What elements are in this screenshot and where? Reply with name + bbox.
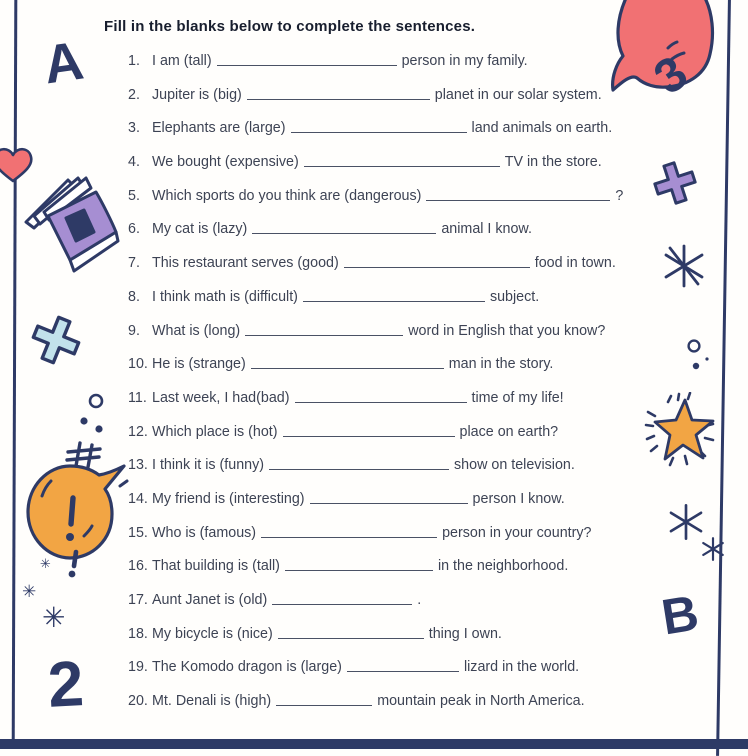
sentence-row <box>128 112 668 146</box>
item-post-text: time of my life! <box>471 389 564 406</box>
page-border-right <box>716 0 731 756</box>
sentence-row <box>128 348 668 382</box>
item-pre-text: My bicycle is (nice) <box>152 625 273 642</box>
item-post-text: show on television. <box>454 457 575 474</box>
item-post-text: mountain peak in North America. <box>377 693 585 710</box>
item-pre-text: Which place is (hot) <box>152 423 278 440</box>
item-number: 1. <box>128 53 140 69</box>
asterisk-doodle: ✳ <box>22 582 37 601</box>
sentence-row <box>128 382 668 416</box>
item-pre-text: Aunt Janet is (old) <box>152 592 268 608</box>
item-pre-text: That building is (tall) <box>152 558 280 575</box>
answer-blank <box>245 323 403 336</box>
answer-blank <box>276 693 372 706</box>
item-post-text: TV in the store. <box>504 154 602 171</box>
answer-blank <box>261 525 437 538</box>
item-number: 13. <box>128 457 148 474</box>
sentence-row <box>128 517 668 551</box>
item-post-text: subject. <box>489 288 540 305</box>
number-2-doodle: 2 <box>46 647 86 721</box>
item-post-text: person I know. <box>472 490 565 507</box>
book-icon <box>22 170 124 292</box>
sentence-row <box>128 247 668 281</box>
sentence-row <box>128 45 668 79</box>
item-number: 8. <box>128 288 140 305</box>
item-pre-text: This restaurant serves (good) <box>152 255 339 272</box>
item-number: 6. <box>128 221 140 238</box>
item-pre-text: He is (strange) <box>152 356 246 373</box>
item-pre-text: Last week, I had(bad) <box>152 389 290 406</box>
item-post-text: in the neighborhood. <box>437 558 569 575</box>
worksheet-title: Fill in the blanks below to complete the sentences. <box>104 18 476 35</box>
item-post-text: planet in our solar system. <box>434 86 602 103</box>
sentence-row <box>128 483 668 517</box>
item-post-text: thing I own. <box>428 625 502 642</box>
item-pre-text: I am (tall) <box>152 53 212 69</box>
sentence-row <box>128 449 668 483</box>
item-pre-text: My cat is (lazy) <box>152 221 248 238</box>
item-pre-text: Who is (famous) <box>152 524 257 541</box>
item-number: 11. <box>128 389 147 406</box>
item-post-text: person in your country? <box>442 524 592 541</box>
item-post-text: animal I know. <box>441 221 532 238</box>
item-number: 2. <box>128 86 140 103</box>
item-number: 10. <box>128 356 148 373</box>
answer-blank <box>217 53 397 66</box>
exclamation-bubble-icon <box>20 440 132 580</box>
asterisk-doodle <box>700 536 726 562</box>
item-post-text: food in town. <box>534 255 616 272</box>
answer-blank <box>269 457 449 470</box>
page-border-bottom <box>0 739 748 749</box>
sentence-row <box>128 180 668 214</box>
item-pre-text: Elephants are (large) <box>152 120 286 137</box>
answer-blank <box>247 87 430 100</box>
answer-blank <box>252 221 436 234</box>
item-post-text: person in my family. <box>401 53 528 69</box>
asterisk-doodle: ✳ <box>40 556 51 571</box>
item-number: 12. <box>128 423 148 440</box>
item-pre-text: Mt. Denali is (high) <box>152 693 272 710</box>
answer-blank <box>251 356 444 369</box>
sentence-row <box>128 146 668 180</box>
item-pre-text: Jupiter is (big) <box>152 86 242 103</box>
item-pre-text: The Komodo dragon is (large) <box>152 659 342 676</box>
sentence-row <box>128 685 668 719</box>
sentence-row <box>128 281 668 315</box>
item-pre-text: We bought (expensive) <box>152 154 299 171</box>
sentence-row <box>128 550 668 584</box>
answer-blank <box>285 558 433 571</box>
item-pre-text: Which sports do you think are (dangerous) <box>152 187 422 204</box>
answer-blank <box>303 289 485 302</box>
sentence-row <box>128 651 668 685</box>
answer-blank <box>291 120 467 133</box>
item-number: 19. <box>128 659 148 676</box>
answer-blank <box>278 626 424 639</box>
item-post-text: ? <box>615 187 624 204</box>
answer-blank <box>304 154 500 167</box>
sentence-list <box>128 45 668 719</box>
star-burst-icon <box>643 392 723 472</box>
answer-blank <box>295 390 467 403</box>
item-pre-text: I think it is (funny) <box>152 457 265 474</box>
item-post-text: word in English that you know? <box>408 322 606 339</box>
item-pre-text: I think math is (difficult) <box>152 288 298 305</box>
item-post-text: place on earth? <box>459 423 559 440</box>
item-pre-text: My friend is (interesting) <box>152 490 305 507</box>
item-number: 15. <box>128 524 148 541</box>
asterisk-doodle <box>660 242 708 290</box>
letter-b-doodle: B <box>657 584 703 646</box>
item-number: 9. <box>128 322 140 339</box>
item-number: 4. <box>128 154 140 171</box>
item-number: 7. <box>128 255 140 272</box>
plus-doodle-left <box>22 306 90 374</box>
sentence-row <box>128 315 668 349</box>
item-number: 18. <box>128 625 148 642</box>
item-post-text: land animals on earth. <box>471 120 613 137</box>
answer-blank <box>426 188 610 201</box>
answer-blank <box>272 592 412 605</box>
item-number: 17. <box>128 592 148 608</box>
sentence-row <box>128 79 668 113</box>
item-number: 5. <box>128 187 140 204</box>
item-number: 3. <box>128 120 140 137</box>
sentence-row <box>128 584 668 618</box>
item-number: 16. <box>128 558 148 575</box>
number-3-doodle: 3 <box>644 46 698 105</box>
dots-doodle-right <box>684 338 712 374</box>
page-border-left <box>12 0 18 749</box>
sentence-row <box>128 213 668 247</box>
answer-blank <box>347 659 459 672</box>
sentence-row <box>128 618 668 652</box>
item-number: 14. <box>128 490 148 507</box>
answer-blank <box>283 424 455 437</box>
asterisk-doodle: ✳ <box>42 602 66 633</box>
dots-doodle-left <box>78 393 108 437</box>
answer-blank <box>310 491 468 504</box>
item-post-text: man in the story. <box>448 356 554 373</box>
item-pre-text: What is (long) <box>152 322 241 339</box>
item-post-text: lizard in the world. <box>463 659 580 676</box>
letter-a-doodle: A <box>40 30 87 96</box>
answer-blank <box>344 255 530 268</box>
item-number: 20. <box>128 693 148 710</box>
item-post-text: . <box>417 592 422 608</box>
sentence-row <box>128 416 668 450</box>
